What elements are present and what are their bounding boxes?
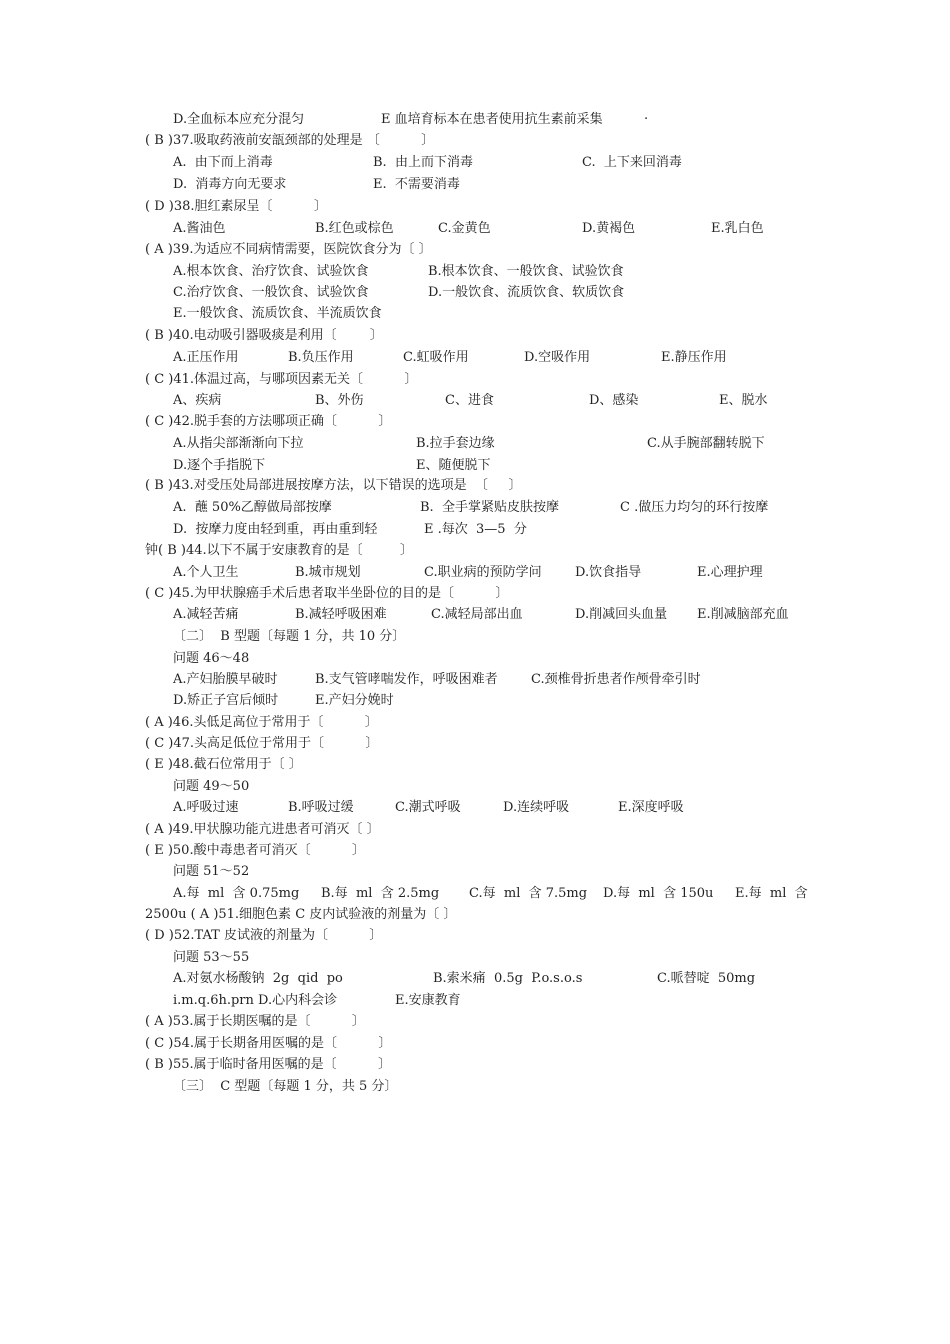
option-e: E. 不需要消毒	[373, 177, 460, 192]
option-e-line: E 血培育标本在患者使用抗生素前采集	[381, 112, 603, 127]
option-e: E.安康教育	[395, 993, 461, 1008]
question-group-heading: 问题 53～55	[173, 950, 250, 965]
option-d: D. 按摩力度由轻到重，再由重到轻	[173, 522, 378, 537]
option-b: B.拉手套边缘	[416, 436, 495, 451]
option-c: C.从手腕部翻转脱下	[647, 436, 765, 451]
question-52: ( D )52.TAT 皮试液的剂量为〔 〕	[145, 928, 383, 943]
option-c: C.哌替啶 50mg	[657, 971, 756, 986]
question-group-heading: 问题 51～52	[173, 864, 250, 879]
option-d: D.削减回头血量	[575, 607, 668, 622]
option-a: A.每 ml 含 0.75mg	[173, 886, 300, 901]
option-d: D.空吸作用	[524, 350, 591, 365]
option-a: A.从指尖部渐渐向下拉	[173, 436, 304, 451]
option-e: E、随便脱下	[416, 458, 491, 473]
option-e: E .每次 3—5 分	[424, 522, 527, 537]
question-44: 钟( B )44.以下不属于安康教育的是〔 〕	[145, 543, 413, 558]
section-heading-c: 〔三〕 C 型题〔每题 1 分，共 5 分〕	[173, 1079, 398, 1094]
option-a: A.根本饮食、治疗饮食、试验饮食	[173, 264, 369, 279]
question-41: ( C )41.体温过高，与哪项因素无关〔 〕	[145, 372, 418, 387]
option-c: C、进食	[445, 393, 494, 408]
option-d: D.一般饮食、流质饮食、软质饮食	[428, 285, 625, 300]
option-a: A.对氨水杨酸钠 2g qid po	[173, 971, 343, 986]
option-b: B.红色或棕色	[315, 221, 394, 236]
option-a: A、疾病	[173, 393, 222, 408]
option-d: D、感染	[589, 393, 639, 408]
question-49: ( A )49.甲状腺功能亢进患者可消灭〔 〕	[145, 822, 380, 837]
option-e: E.深度呼吸	[618, 800, 684, 815]
option-b: B.支气管哮喘发作，呼吸困难者	[315, 672, 498, 687]
option-b: B.减轻呼吸困难	[295, 607, 387, 622]
option-d: D.连续呼吸	[503, 800, 570, 815]
option-d: D.饮食指导	[575, 565, 642, 580]
option-e: E.削减脑部充血	[697, 607, 789, 622]
option-d: D.黄褐色	[582, 221, 636, 236]
option-d: D. 消毒方向无要求	[173, 177, 287, 192]
option-a: A.产妇胎膜早破时	[173, 672, 278, 687]
option-c: C.颈椎骨折患者作颅骨牵引时	[531, 672, 701, 687]
option-c: C .做压力均匀的环行按摩	[620, 500, 769, 515]
option-a: A.个人卫生	[173, 565, 239, 580]
option-c: C. 上下来回消毒	[582, 155, 682, 170]
question-40: ( B )40.电动吸引器吸痰是利用〔 〕	[145, 328, 383, 343]
question-45: ( C )45.为甲状腺癌手术后患者取半坐卧位的目的是〔 〕	[145, 586, 509, 601]
option-b: B. 由上而下消毒	[373, 155, 473, 170]
question-54: ( C )54.属于长期备用医嘱的是〔 〕	[145, 1036, 392, 1051]
option-b: B.城市规划	[295, 565, 361, 580]
trailing-dot: .	[644, 108, 649, 123]
option-d: D.逐个手指脱下	[173, 458, 266, 473]
question-group-heading: 问题 46～48	[173, 651, 250, 666]
option-a: A.酱油色	[173, 221, 226, 236]
option-c-continued: i.m.q.6h.prn D.心内科会诊	[173, 993, 338, 1008]
option-e: E.产妇分娩时	[315, 693, 394, 708]
option-e: E.每 ml 含	[735, 886, 808, 901]
option-a: A.呼吸过速	[173, 800, 239, 815]
option-a: A. 由下而上消毒	[173, 155, 273, 170]
option-e: E.一般饮食、流质饮食、半流质饮食	[173, 306, 382, 321]
option-d: D.每 ml 含 150u	[603, 886, 714, 901]
option-b: B.呼吸过缓	[288, 800, 354, 815]
option-e: E.心理护理	[697, 565, 763, 580]
option-b: B.负压作用	[288, 350, 354, 365]
question-55: ( B )55.属于临时备用医嘱的是〔 〕	[145, 1057, 391, 1072]
question-38: ( D )38.胆红素尿呈〔 〕	[145, 199, 327, 214]
question-47: ( C )47.头高足低位于常用于〔 〕	[145, 736, 379, 751]
option-c: C.治疗饮食、一般饮食、试验饮食	[173, 285, 369, 300]
option-c: C.每 ml 含 7.5mg	[469, 886, 588, 901]
option-d: D.矫正子宫后倾时	[173, 693, 279, 708]
option-a: A.正压作用	[173, 350, 239, 365]
question-48: ( E )48.截石位常用于〔 〕	[145, 757, 302, 772]
question-43: ( B )43.对受压处局部进展按摩方法，以下错误的选项是 〔 〕	[145, 478, 522, 493]
option-d-line: D.全血标本应充分混匀	[173, 112, 305, 127]
option-c: C.金黄色	[438, 221, 491, 236]
question-42: ( C )42.脱手套的方法哪项正确〔 〕	[145, 414, 392, 429]
question-51: 2500u ( A )51.细胞色素 C 皮内试验液的剂量为〔 〕	[145, 907, 457, 922]
option-e: E.乳白色	[711, 221, 764, 236]
option-b: B.索米痛 0.5g P.o.s.o.s	[433, 971, 583, 986]
section-heading-b: 〔二〕 B 型题〔每题 1 分，共 10 分〕	[173, 629, 406, 644]
option-b: B.根本饮食、一般饮食、试验饮食	[428, 264, 624, 279]
question-group-heading: 问题 49～50	[173, 779, 250, 794]
option-a: A.减轻苦痛	[173, 607, 239, 622]
option-a: A. 蘸 50%乙醇做局部按摩	[173, 500, 332, 515]
question-37: ( B )37.吸取药液前安瓿颈部的处理是 〔 〕	[145, 133, 435, 148]
option-b: B、外伤	[315, 393, 364, 408]
option-b: B.每 ml 含 2.5mg	[321, 886, 440, 901]
option-c: C.减轻局部出血	[431, 607, 523, 622]
option-c: C.潮式呼吸	[395, 800, 461, 815]
question-39: ( A )39.为适应不同病情需要，医院饮食分为〔 〕	[145, 242, 432, 257]
option-e: E.静压作用	[661, 350, 727, 365]
option-b: B. 全手掌紧贴皮肤按摩	[420, 500, 559, 515]
option-c: C.虹吸作用	[403, 350, 469, 365]
option-e: E、脱水	[719, 393, 768, 408]
question-53: ( A )53.属于长期医嘱的是〔 〕	[145, 1014, 365, 1029]
option-c: C.职业病的预防学问	[424, 565, 542, 580]
question-50: ( E )50.酸中毒患者可消灭〔 〕	[145, 843, 365, 858]
question-46: ( A )46.头低足高位于常用于〔 〕	[145, 715, 378, 730]
